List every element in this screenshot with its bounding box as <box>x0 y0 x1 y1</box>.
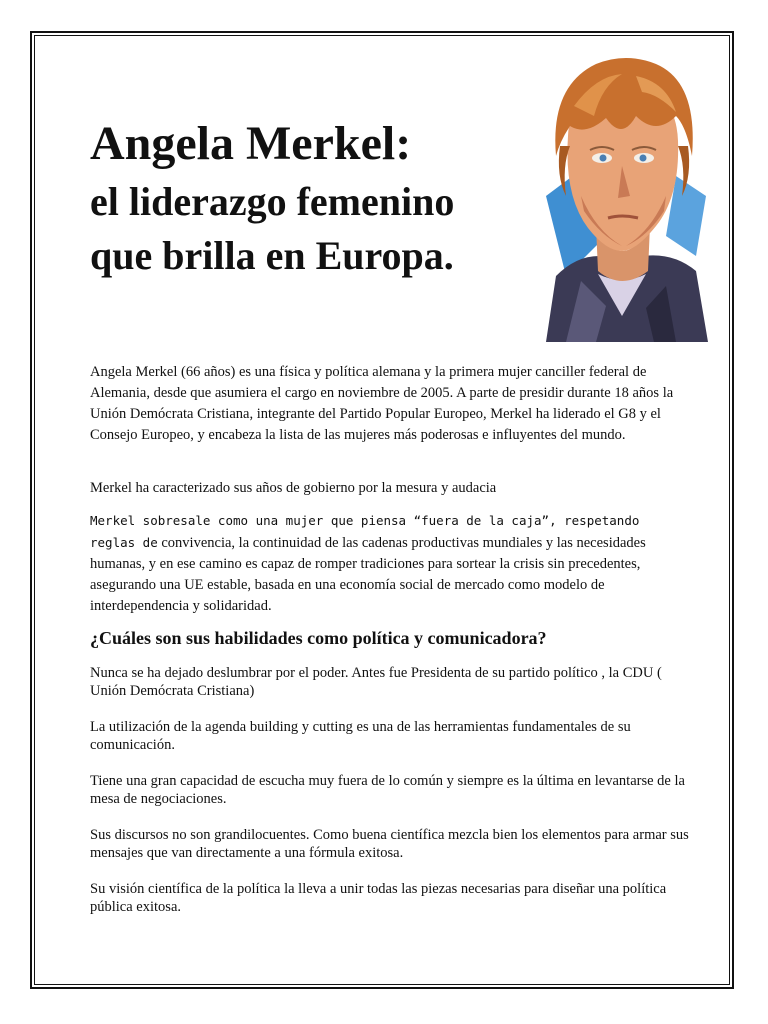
skill-item: Su visión científica de la política la lleva a unir todas las piezas necesarias para diseñar una política pública exitosa. <box>90 881 667 915</box>
innovation-paragraph-rest: convivencia, la continuidad de las cadenas productivas mundiales y las necesidades humanas, y en ese camino es capaz de romper tradiciones para sortear la crisis sin precedentes, asegurando una UE estable, basada en una economía social de mercado como modelo de interdependencia y solidaridad. <box>90 535 646 614</box>
title-line-2: el liderazgo femenino <box>90 179 455 224</box>
section-heading: ¿Cuáles son sus habilidades como política y comunicadora? <box>90 628 547 648</box>
skill-item: Sus discursos no son grandilocuentes. Como buena científica mezcla bien los elementos para armar sus mensajes que van directamente a una fórmula exitosa. <box>90 827 689 861</box>
portrait-illustration-icon <box>526 46 718 342</box>
title-line-3: que brilla en Europa. <box>90 233 454 278</box>
innovation-paragraph-lead: Merkel sobresale como una mujer que piensa “fuera de la caja”, respetando reglas de <box>90 513 640 550</box>
summary-paragraph: Merkel ha caracterizado sus años de gobierno por la mesura y audacia <box>90 480 497 496</box>
innovation-paragraph <box>90 510 675 617</box>
skill-item: Nunca se ha dejado deslumbrar por el poder. Antes fue Presidenta de su partido político , la CDU ( Unión Demócrata Cristiana) <box>90 665 662 699</box>
skill-item: La utilización de la agenda building y cutting es una de las herramientas fundamentales de su comunicación. <box>90 719 631 753</box>
skill-item: Tiene una gran capacidad de escucha muy fuera de lo común y siempre es la última en levantarse de la mesa de negociaciones. <box>90 773 685 807</box>
intro-paragraph: Angela Merkel (66 años) es una física y política alemana y la primera mujer canciller federal de Alemania, desde que asumiera el cargo en noviembre de 2005. A parte de presidir durante 18 años la Unión Demócrata Cristiana, integrante del Partido Popular Europeo, Merkel ha liderado el G8 y el Consejo Europeo, y encabeza la lista de las mujeres más poderosas e influyentes del mundo. <box>90 364 674 443</box>
title-line-1: Angela Merkel: <box>90 117 412 170</box>
